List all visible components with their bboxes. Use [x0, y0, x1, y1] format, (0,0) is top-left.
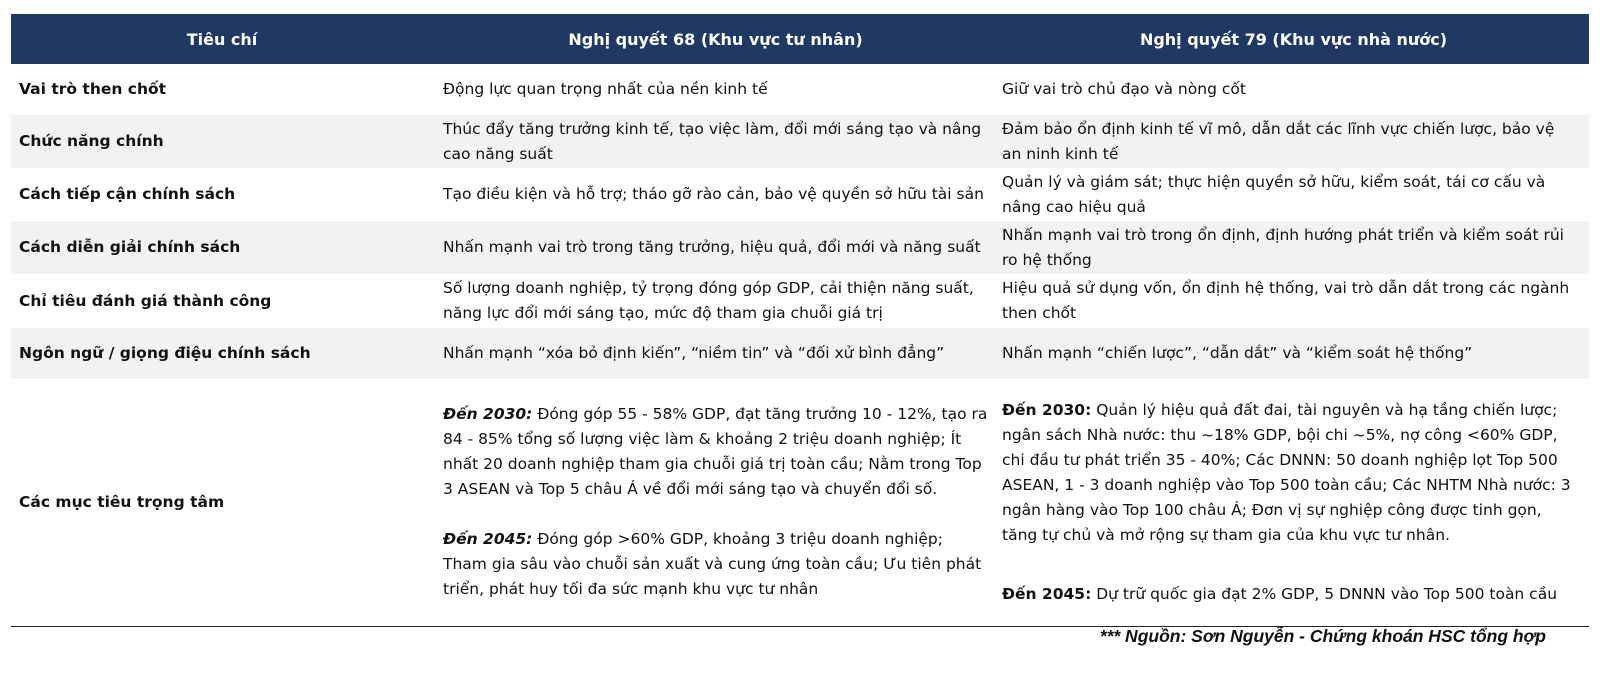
criterion-cell: Chỉ tiêu đánh giá thành công	[19, 291, 272, 310]
nq68-target-2045	[443, 527, 990, 602]
nq68-target-2030	[443, 402, 990, 502]
target-year-label: Đến 2030:	[443, 405, 533, 424]
table-row	[11, 221, 1589, 274]
table-row	[11, 64, 1589, 115]
nq68-cell: Số lượng doanh nghiệp, tỷ trọng đóng góp GDP, cải thiện năng suất, năng lực đổi mới sáng tạo, mức độ tham gia chuỗi giá trị	[443, 279, 974, 322]
header-resolution-68: Nghị quyết 68 (Khu vực tư nhân)	[568, 29, 863, 49]
header-resolution-79: Nghị quyết 79 (Khu vực nhà nước)	[1139, 29, 1448, 49]
nq68-cell: Thúc đẩy tăng trưởng kinh tế, tạo việc làm, đổi mới sáng tạo và nâng cao năng suất	[443, 119, 982, 163]
target-year-label: Đến 2045:	[1002, 584, 1092, 603]
nq79-targets-cell	[998, 379, 1589, 626]
table-row-targets	[11, 379, 1589, 626]
criterion-cell: Cách diễn giải chính sách	[19, 238, 241, 256]
nq79-cell: Nhấn mạnh vai trò trong ổn định, định hướng phát triển và kiểm soát rủi ro hệ thống	[1002, 225, 1564, 269]
comparison-table	[11, 14, 1589, 627]
table-body	[11, 64, 1589, 626]
nq68-cell: Nhấn mạnh vai trò trong tăng trưởng, hiệu quả, đổi mới và năng suất	[443, 238, 981, 256]
criterion-cell: Vai trò then chốt	[19, 80, 167, 98]
criterion-cell: Chức năng chính	[19, 132, 164, 150]
target-text: Đóng góp 55 - 58% GDP, đạt tăng trưởng 10 - 12%, tạo ra 84 - 85% tổng số lượng việc làm & khoảng 2 triệu doanh nghiệp; Ít nhất 20 doanh nghiệp tham gia chuỗi giá trị toàn cầu; Nằm trong Top 3 ASEAN và Top 5 châu Á về đổi mới sáng tạo và chuyển đổi số.	[443, 405, 988, 499]
nq79-cell: Nhấn mạnh “chiến lược”, “dẫn dắt” và “kiểm soát hệ thống”	[1002, 344, 1473, 362]
nq68-cell: Nhấn mạnh “xóa bỏ định kiến”, “niềm tin” và “đối xử bình đẳng”	[443, 344, 945, 362]
table-row	[11, 274, 1589, 328]
target-text: Quản lý hiệu quả đất đai, tài nguyên và hạ tầng chiến lược; ngân sách Nhà nước: thu ~18% GDP, bội chi ~5%, nợ công <60% GDP, chi đầu tư phát triển 35 - 40%; Các DNNN: 50 doanh nghiệp lọt Top 500 ASEAN, 1 - 3 doanh nghiệp vào Top 500 toàn cầu; Các NHTM Nhà nước: 3 ngân hàng vào Top 100 châu Á; Đơn vị sự nghiệp công được tinh gọn, tăng tự chủ và mở rộng sự tham gia của khu vực tư nhân.	[1002, 400, 1571, 544]
header-row	[11, 14, 1589, 64]
table-row	[11, 115, 1589, 168]
table-row	[11, 328, 1589, 379]
nq68-cell: Động lực quan trọng nhất của nền kinh tế	[443, 80, 768, 98]
target-year-label: Đến 2045:	[443, 530, 533, 549]
source-note: *** Nguồn: Sơn Nguyễn - Chứng khoán HSC tổng hợp	[1099, 626, 1546, 646]
nq79-cell: Hiệu quả sử dụng vốn, ổn định hệ thống, vai trò dẫn dắt trong các ngành then chốt	[1002, 279, 1570, 322]
target-text: Dự trữ quốc gia đạt 2% GDP, 5 DNNN vào Top 500 toàn cầu	[1091, 584, 1558, 603]
nq68-cell: Tạo điều kiện và hỗ trợ; tháo gỡ rào cản, bảo vệ quyền sở hữu tài sản	[443, 185, 984, 203]
header-criteria: Tiêu chí	[186, 29, 258, 49]
target-text: Đóng góp >60% GDP, khoảng 3 triệu doanh nghiệp; Tham gia sâu vào chuỗi sản xuất và cung ứng toàn cầu; Ưu tiên phát triển, phát huy tối đa sức mạnh khu vực tư nhân	[443, 530, 982, 599]
target-year-label: Đến 2030:	[1002, 400, 1092, 419]
nq79-target-2045	[1002, 582, 1577, 607]
nq79-cell: Giữ vai trò chủ đạo và nòng cốt	[1002, 80, 1246, 98]
criterion-cell: Các mục tiêu trọng tâm	[19, 492, 225, 511]
nq79-cell: Đảm bảo ổn định kinh tế vĩ mô, dẫn dắt các lĩnh vực chiến lược, bảo vệ an ninh kinh tế	[1002, 119, 1555, 163]
table-row	[11, 168, 1589, 221]
table-header	[11, 14, 1589, 64]
nq79-cell: Quản lý và giám sát; thực hiện quyền sở hữu, kiểm soát, tái cơ cấu và nâng cao hiệu quả	[1002, 172, 1546, 216]
nq79-target-2030	[1002, 398, 1577, 548]
criterion-cell: Ngôn ngữ / giọng điệu chính sách	[19, 344, 311, 362]
nq68-targets-cell	[433, 379, 998, 626]
criterion-cell: Cách tiếp cận chính sách	[19, 185, 236, 203]
